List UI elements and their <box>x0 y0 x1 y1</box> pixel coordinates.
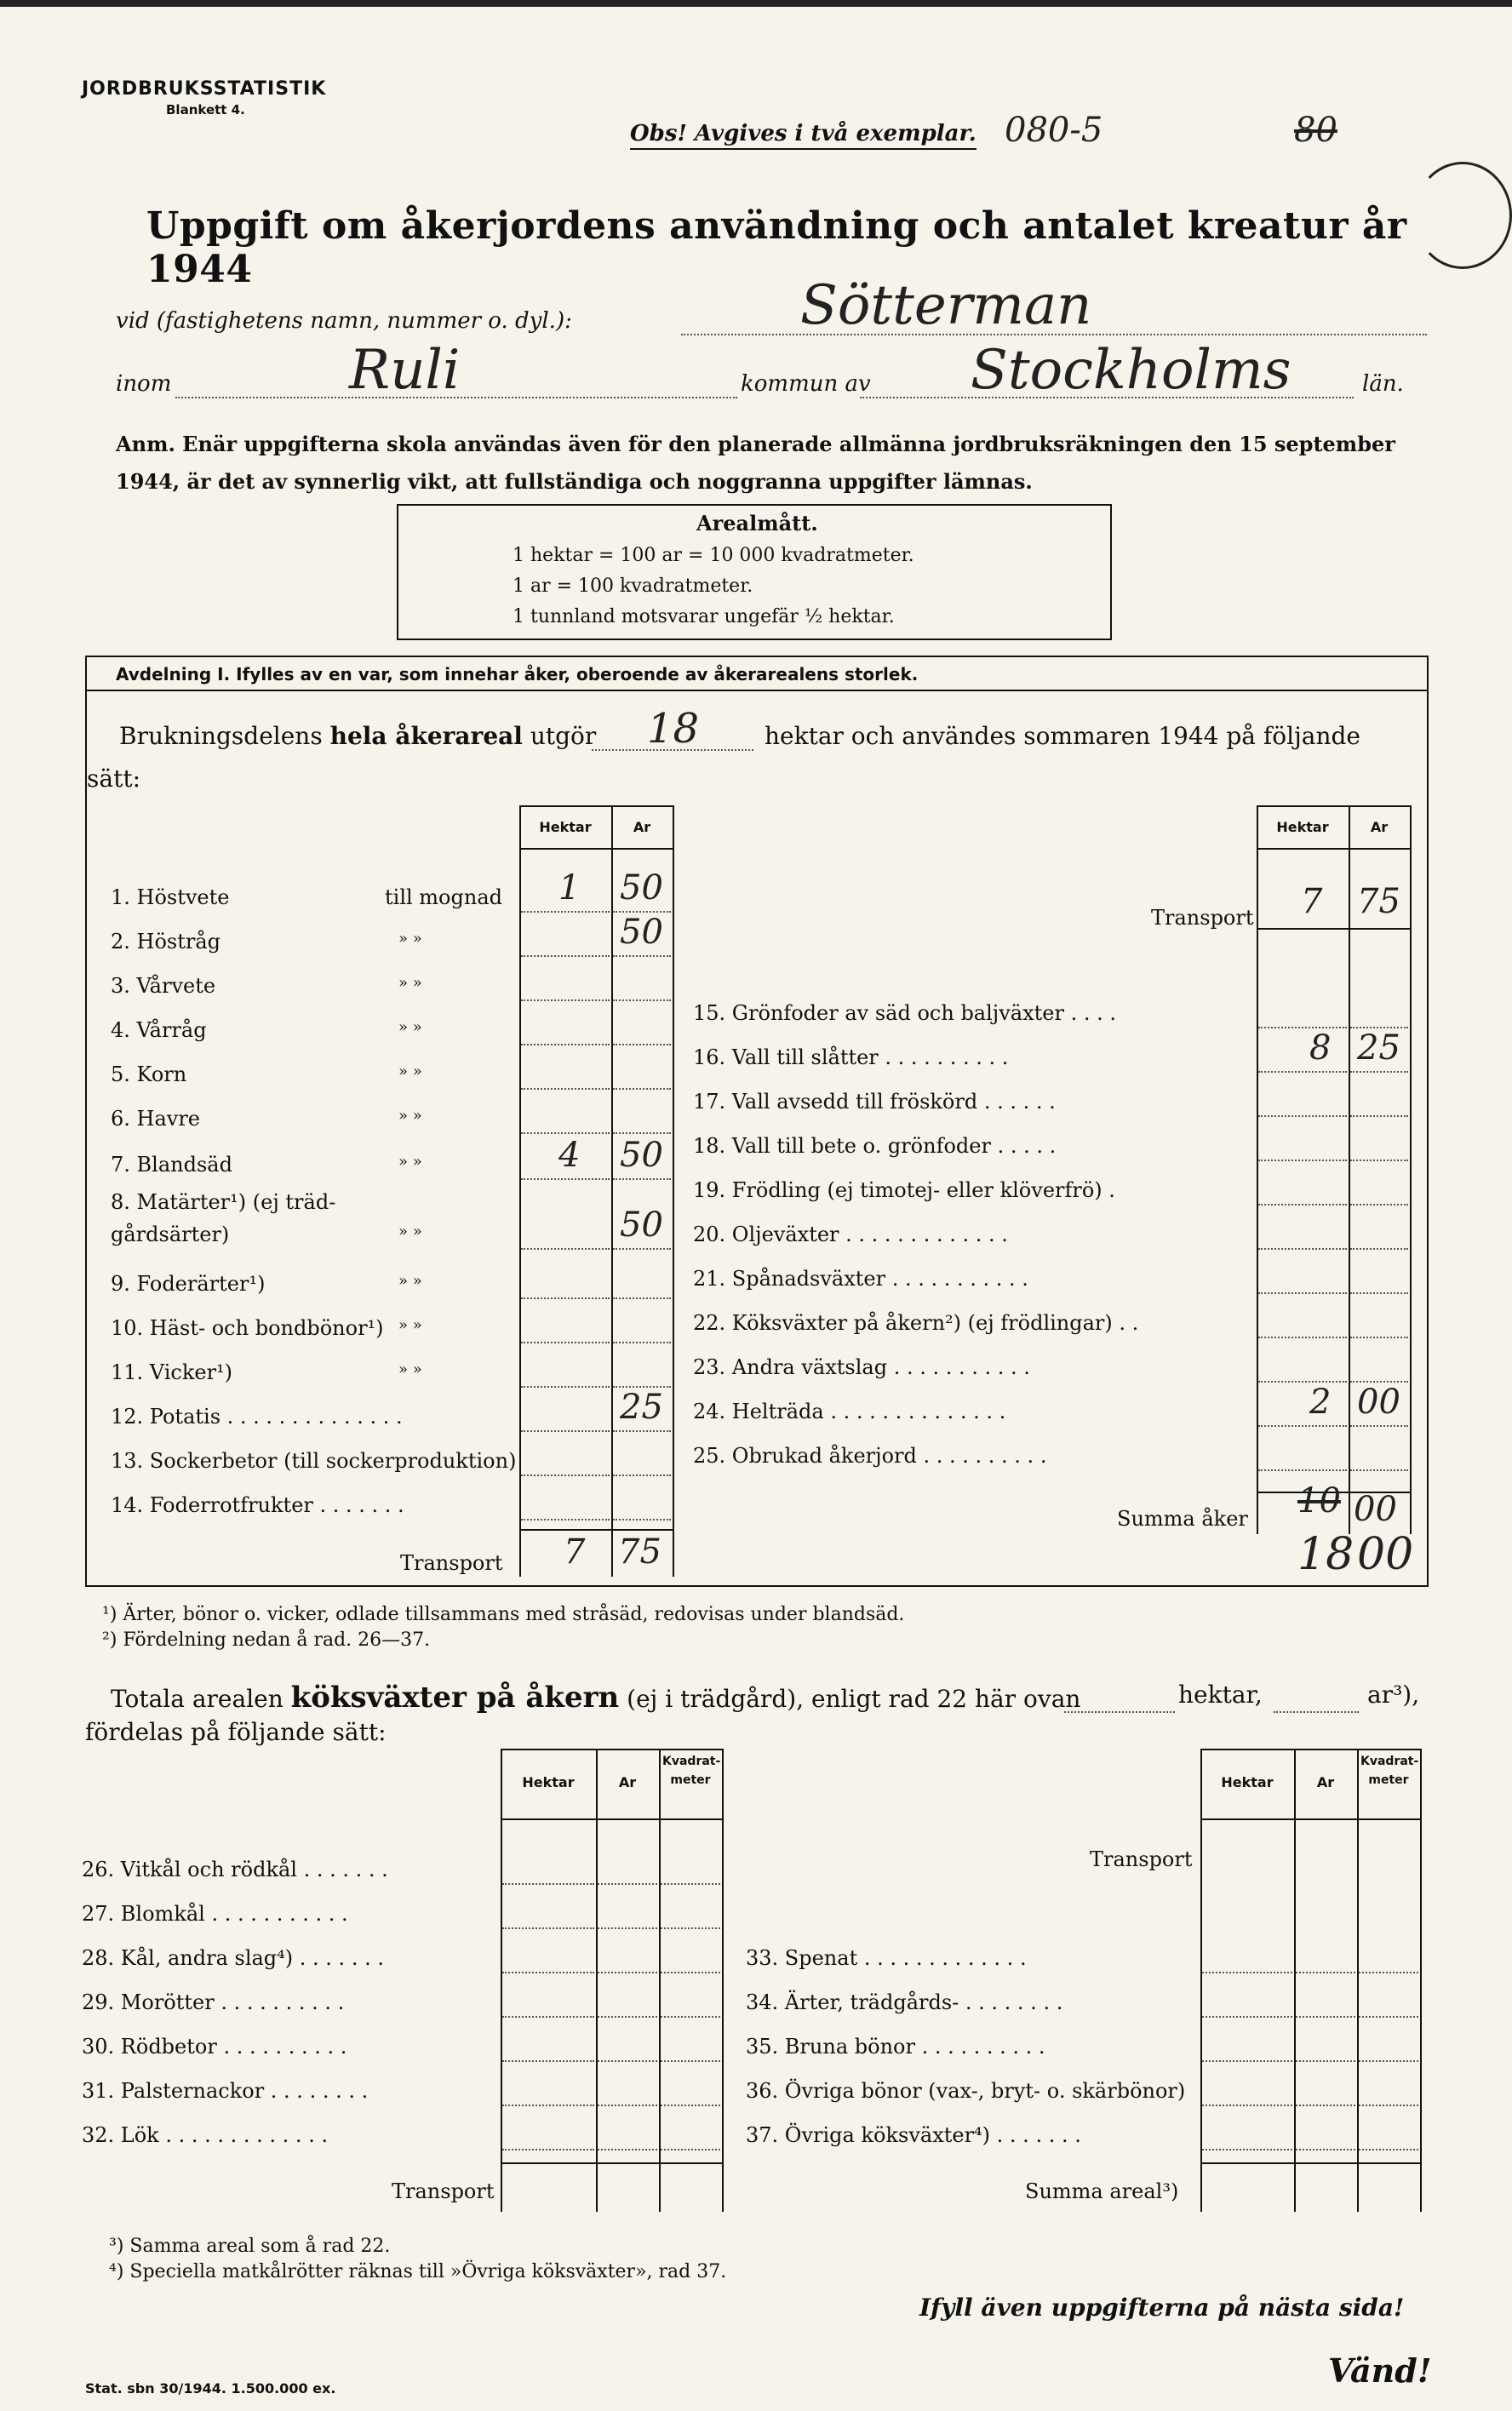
hektar-cell-line <box>521 1430 610 1432</box>
cell-line <box>1202 2105 1292 2106</box>
hektar-cell-line <box>521 1248 610 1250</box>
ar-cell-line <box>1350 1292 1408 1294</box>
vegetable-row-label: 29. Morötter . . . . . . . . . . <box>82 1990 345 2014</box>
vegetable-row-label: 28. Kål, andra slag⁴) . . . . . . . <box>82 1946 384 1970</box>
hektar-cell-line <box>521 1386 610 1388</box>
transport-label: Transport <box>400 1551 503 1575</box>
intro-text: sätt: <box>87 765 140 793</box>
crop-row-label: 22. Köksväxter på åkern²) (ej frödlingar) . . <box>693 1311 1139 1335</box>
cell-line <box>1359 1972 1418 1973</box>
org-name: JORDBRUKSSTATISTIK <box>82 78 327 100</box>
col-hektar: Hektar <box>539 819 592 835</box>
intro-text: hektar, <box>1178 1681 1263 1709</box>
intro-text: fördelas på följande sätt: <box>85 1718 387 1746</box>
cell-line <box>1296 2060 1355 2062</box>
hektar-cell-line <box>1258 1292 1347 1294</box>
ref-struck: 80 <box>1294 111 1337 150</box>
hektar-cell-line <box>1258 1115 1347 1117</box>
ar-cell-line <box>613 1132 671 1134</box>
cell-line <box>1296 2016 1355 2018</box>
ditto-mark: » » <box>398 1153 422 1171</box>
areal-value[interactable]: 18 <box>647 705 700 753</box>
ar-cell-line <box>613 955 671 957</box>
transport-rule <box>501 2162 722 2164</box>
crop-row-label: 10. Häst- och bondbönor¹) <box>111 1316 384 1340</box>
hektar-line <box>1064 1711 1175 1713</box>
crop-row-label: 11. Vicker¹) <box>111 1360 233 1384</box>
ar-cell-line <box>1350 1071 1408 1073</box>
arealmatt-line: 1 ar = 100 kvadratmeter. <box>513 576 753 597</box>
hektar-cell-line <box>1258 1469 1347 1471</box>
summa-label: Summa åker <box>1117 1507 1248 1531</box>
col-kvm: Kvadrat-meter <box>662 1755 721 1787</box>
cell-line <box>598 2016 657 2018</box>
crop-row-label: gårdsärter) <box>111 1223 230 1246</box>
col-rule <box>611 805 613 1577</box>
ar-cell-line <box>613 1342 671 1343</box>
intro-text: ar³), <box>1367 1681 1420 1709</box>
arealmatt-title: Arealmått. <box>696 511 818 535</box>
transport-label: Transport <box>392 2179 495 2203</box>
cell-line <box>502 1927 594 1929</box>
footnote-1: ¹) Ärter, bönor o. vicker, odlade tillsammans med stråsäd, redovisas under blandsäd. <box>102 1604 905 1625</box>
summa-hektar-struck: 10 <box>1297 1481 1341 1520</box>
turn-note: Vänd! <box>1328 2351 1432 2390</box>
cell-line <box>661 2016 720 2018</box>
ditto-mark: » » <box>398 1360 422 1378</box>
transport-rule <box>519 1529 673 1531</box>
cell-line <box>1202 2016 1292 2018</box>
hektar-cell-line <box>521 999 610 1001</box>
section-2-intro <box>111 1681 1080 1715</box>
header-rule <box>501 1818 722 1820</box>
intro-bold: köksväxter på åkern <box>290 1681 620 1715</box>
cell-line <box>598 2149 657 2150</box>
hektar-cell-line <box>521 1178 610 1180</box>
header-rule <box>1200 1818 1420 1820</box>
ar-value[interactable]: 50 <box>620 1136 663 1175</box>
ar-cell-line <box>613 1044 671 1045</box>
crop-row-label: 20. Oljeväxter . . . . . . . . . . . . . <box>693 1223 1008 1246</box>
ar-cell-line <box>1350 1337 1408 1338</box>
ditto-mark: » » <box>398 930 422 948</box>
vid-label: vid (fastighetens namn, nummer o. dyl.): <box>116 308 572 334</box>
crop-row-label: 6. Havre <box>111 1107 200 1131</box>
cell-line <box>598 1972 657 1973</box>
header-rule <box>1257 848 1410 850</box>
ditto-mark: » » <box>398 1316 422 1334</box>
intro-text: Brukningsdelens <box>119 722 323 750</box>
col-hektar: Hektar <box>1276 819 1329 835</box>
transport-rule <box>1257 928 1410 930</box>
header-rule <box>1200 1749 1420 1750</box>
ar-value[interactable]: 50 <box>620 913 663 952</box>
crop-row-label: 7. Blandsäd <box>111 1153 232 1177</box>
cell-line <box>1202 1972 1292 1973</box>
ar-cell-line <box>1350 1204 1408 1206</box>
intro-bold: hela åkerareal <box>329 722 523 750</box>
hektar-value[interactable]: 8 <box>1309 1028 1332 1068</box>
vegetable-row-label: 31. Palsternackor . . . . . . . . <box>82 2079 369 2103</box>
cell-line <box>1202 2060 1292 2062</box>
crop-row-label: 4. Vårråg <box>111 1018 207 1042</box>
col-ar: Ar <box>1316 1774 1335 1790</box>
cell-line <box>661 2060 720 2062</box>
hektar-cell-line <box>521 1132 610 1134</box>
arealmatt-line: 1 hektar = 100 ar = 10 000 kvadratmeter. <box>513 545 914 566</box>
summa-label: Summa areal³) <box>1025 2179 1179 2203</box>
col-hektar: Hektar <box>522 1774 575 1790</box>
ar-cell-line <box>1350 1248 1408 1250</box>
ar-cell-line <box>613 1297 671 1299</box>
cell-line <box>661 1972 720 1973</box>
crop-row-label: 16. Vall till slåtter . . . . . . . . . . <box>693 1045 1009 1069</box>
print-info: Stat. sbn 30/1944. 1.500.000 ex. <box>85 2380 336 2397</box>
ref-number[interactable]: 080-5 <box>1005 111 1103 150</box>
cell-line <box>598 2105 657 2106</box>
ar-value[interactable]: 25 <box>620 1388 663 1427</box>
footnote-3: ³) Samma areal som å rad 22. <box>109 2236 391 2257</box>
cell-line <box>502 1972 594 1973</box>
header-rule <box>519 848 673 850</box>
ar-cell-line <box>613 1519 671 1520</box>
transport-ar[interactable]: 75 <box>618 1532 662 1572</box>
col-rule <box>722 1749 724 2212</box>
summa-ar-corrected[interactable]: 00 <box>1357 1529 1414 1580</box>
cell-line <box>502 2105 594 2106</box>
ar-cell-line <box>613 1088 671 1090</box>
cell-line <box>1296 1972 1355 1973</box>
crop-row-label: 23. Andra växtslag . . . . . . . . . . . <box>693 1355 1030 1379</box>
col-hektar: Hektar <box>1221 1774 1274 1790</box>
ditto-mark: » » <box>398 1018 422 1036</box>
ar-value[interactable]: 25 <box>1357 1028 1400 1068</box>
summa-ar[interactable]: 00 <box>1354 1490 1397 1529</box>
intro-text: Totala arealen <box>111 1685 284 1713</box>
anm-note: Anm. Enär uppgifterna skola användas även för den planerade allmänna jordbruksräkningen den 15 september 1944, är det av synnerlig vikt, att fullständiga och noggranna uppgifter lämnas. <box>116 432 1395 494</box>
crop-row-label: 24. Helträda . . . . . . . . . . . . . . <box>693 1400 1006 1423</box>
section-1-intro <box>119 722 596 750</box>
cell-line <box>1359 2149 1418 2150</box>
ditto-mark: » » <box>398 1062 422 1080</box>
arealmatt-box <box>397 504 1112 640</box>
hektar-cell-line <box>521 1342 610 1343</box>
hektar-cell-line <box>1258 1027 1347 1028</box>
crop-row-label: 2. Höstråg <box>111 930 221 954</box>
header-rule <box>519 805 673 807</box>
crop-row-label: 9. Foderärter¹) <box>111 1272 266 1296</box>
lan-value[interactable]: Stockholms <box>971 339 1292 402</box>
till-mognad: till mognad <box>385 885 502 909</box>
page-title: Uppgift om åkerjordens användning och antalet kreatur år 1944 <box>146 204 1407 291</box>
crop-row-label: 18. Vall till bete o. grönfoder . . . . . <box>693 1134 1057 1158</box>
ar-cell-line <box>1350 1469 1408 1471</box>
section-1-heading: Avdelning I. Ifylles av en var, som innehar åker, oberoende av åkerarealens storlek. <box>116 664 919 684</box>
inom-label: inom <box>116 371 172 397</box>
intro-text: (ej i trädgård), enligt rad 22 här ovan <box>627 1685 1081 1713</box>
hektar-cell-line <box>1258 1248 1347 1250</box>
footnote-2: ²) Fördelning nedan å rad. 26—37. <box>102 1629 431 1651</box>
cell-line <box>1359 2060 1418 2062</box>
crop-row-label: 19. Frödling (ej timotej- eller klöverfrö) . <box>693 1178 1115 1202</box>
cell-line <box>598 2060 657 2062</box>
ar-cell-line <box>613 999 671 1001</box>
arealmatt-line: 1 tunnland motsvarar ungefär ½ hektar. <box>513 606 895 627</box>
hektar-cell-line <box>521 1297 610 1299</box>
cell-line <box>598 1883 657 1885</box>
ditto-mark: » » <box>398 1272 422 1290</box>
kommun-value[interactable]: Ruli <box>349 339 461 402</box>
col-kvm: Kvadrat-meter <box>1360 1755 1419 1787</box>
ar-cell-line <box>1350 1425 1408 1427</box>
cell-line <box>661 2149 720 2150</box>
cell-line <box>1359 2105 1418 2106</box>
cell-line <box>502 2149 594 2150</box>
ar-cell-line <box>613 1475 671 1476</box>
ar-value[interactable]: 50 <box>620 1206 663 1245</box>
header-rule <box>501 1749 722 1750</box>
vid-value[interactable]: Sötterman <box>800 274 1092 337</box>
hektar-value[interactable]: 1 <box>558 868 581 908</box>
vegetable-row-label: 37. Övriga köksväxter⁴) . . . . . . . <box>746 2123 1081 2147</box>
transport-label: Transport <box>1090 1847 1193 1871</box>
hektar-value[interactable]: 2 <box>1309 1383 1332 1422</box>
col-rule <box>1420 1749 1422 2212</box>
crop-row-label: 1. Höstvete <box>111 885 230 909</box>
vegetable-row-label: 30. Rödbetor . . . . . . . . . . <box>82 2035 347 2059</box>
lan-label: län. <box>1362 371 1404 397</box>
header-rule <box>1257 805 1410 807</box>
ar-cell-line <box>613 1178 671 1180</box>
cell-line <box>1296 2149 1355 2150</box>
transport-hektar[interactable]: 7 <box>1301 882 1323 921</box>
ar-cell-line <box>613 1248 671 1250</box>
crop-row-label: 8. Matärter¹) (ej träd- <box>111 1190 336 1214</box>
hektar-cell-line <box>521 1088 610 1090</box>
cell-line <box>1359 2016 1418 2018</box>
hektar-cell-line <box>1258 1160 1347 1161</box>
crop-row-label: 13. Sockerbetor (till sockerproduktion) <box>111 1449 517 1473</box>
hektar-cell-line <box>521 1044 610 1045</box>
cell-line <box>661 1927 720 1929</box>
cell-line <box>1202 2149 1292 2150</box>
hektar-cell-line <box>521 911 610 913</box>
top-border <box>0 0 1512 7</box>
cell-line <box>661 1883 720 1885</box>
vegetable-row-label: 26. Vitkål och rödkål . . . . . . . <box>82 1858 388 1881</box>
hektar-cell-line <box>1258 1381 1347 1383</box>
crop-row-label: 15. Grönfoder av säd och baljväxter . . . . <box>693 1001 1116 1025</box>
crop-row-label: 21. Spånadsväxter . . . . . . . . . . . <box>693 1267 1028 1291</box>
crop-row-label: 5. Korn <box>111 1062 187 1086</box>
col-ar: Ar <box>1370 819 1389 835</box>
obs-note: Obs! Avgives i två exemplar. <box>630 121 976 150</box>
summa-hektar[interactable]: 18 <box>1297 1529 1354 1580</box>
hektar-cell-line <box>1258 1337 1347 1338</box>
hektar-value[interactable]: 4 <box>558 1136 581 1175</box>
transport-ar[interactable]: 75 <box>1357 882 1400 921</box>
ditto-mark: » » <box>398 974 422 992</box>
cell-line <box>1296 2105 1355 2106</box>
vegetable-row-label: 32. Lök . . . . . . . . . . . . . <box>82 2123 329 2147</box>
col-ar: Ar <box>633 819 651 835</box>
crop-row-label: 17. Vall avsedd till fröskörd . . . . . . <box>693 1090 1056 1114</box>
hektar-cell-line <box>1258 1425 1347 1427</box>
vegetable-row-label: 36. Övriga bönor (vax-, bryt- o. skärbönor) <box>746 2079 1186 2103</box>
ar-value[interactable]: 50 <box>620 868 663 908</box>
cell-line <box>661 2105 720 2106</box>
vegetable-row-label: 34. Ärter, trädgårds- . . . . . . . . <box>746 1990 1063 2014</box>
footnote-4: ⁴) Speciella matkålrötter räknas till »Övriga köksväxter», rad 37. <box>109 2261 727 2282</box>
ar-cell-line <box>1350 1160 1408 1161</box>
ditto-mark: » » <box>398 1107 422 1125</box>
vegetable-row-label: 27. Blomkål . . . . . . . . . . . <box>82 1902 348 1926</box>
crop-row-label: 14. Foderrotfrukter . . . . . . . <box>111 1493 404 1517</box>
kommun-label: kommun av <box>741 371 871 397</box>
crop-row-label: 3. Vårvete <box>111 974 216 998</box>
col-rule <box>1410 805 1412 1534</box>
transport-hektar[interactable]: 7 <box>564 1532 586 1572</box>
hektar-cell-line <box>521 955 610 957</box>
hektar-cell-line <box>1258 1204 1347 1206</box>
cell-line <box>502 2060 594 2062</box>
ar-line <box>1274 1711 1359 1713</box>
cell-line <box>502 2016 594 2018</box>
crop-row-label: 12. Potatis . . . . . . . . . . . . . . <box>111 1405 403 1429</box>
cell-line <box>598 1927 657 1929</box>
col-rule <box>519 805 521 1577</box>
ar-cell-line <box>1350 1115 1408 1117</box>
next-page-note: Ifyll även uppgifterna på nästa sida! <box>919 2294 1405 2322</box>
vegetable-row-label: 33. Spenat . . . . . . . . . . . . . <box>746 1946 1027 1970</box>
intro-text: hektar och användes sommaren 1944 på följande <box>765 722 1360 750</box>
summa-rule <box>1200 2162 1420 2164</box>
crop-row-label: 25. Obrukad åkerjord . . . . . . . . . . <box>693 1444 1047 1468</box>
ar-value[interactable]: 00 <box>1357 1383 1400 1422</box>
hektar-cell-line <box>521 1475 610 1476</box>
vegetable-row-label: 35. Bruna bönor . . . . . . . . . . <box>746 2035 1045 2059</box>
section-1-rule <box>85 690 1427 691</box>
transport-label: Transport <box>1151 906 1254 930</box>
intro-text: utgör <box>530 722 597 750</box>
hektar-cell-line <box>521 1519 610 1520</box>
cell-line <box>502 1883 594 1885</box>
ar-cell-line <box>613 1430 671 1432</box>
ditto-mark: » » <box>398 1223 422 1240</box>
col-rule <box>673 805 674 1577</box>
form-number: Blankett 4. <box>166 102 245 117</box>
col-ar: Ar <box>618 1774 637 1790</box>
hektar-cell-line <box>1258 1071 1347 1073</box>
